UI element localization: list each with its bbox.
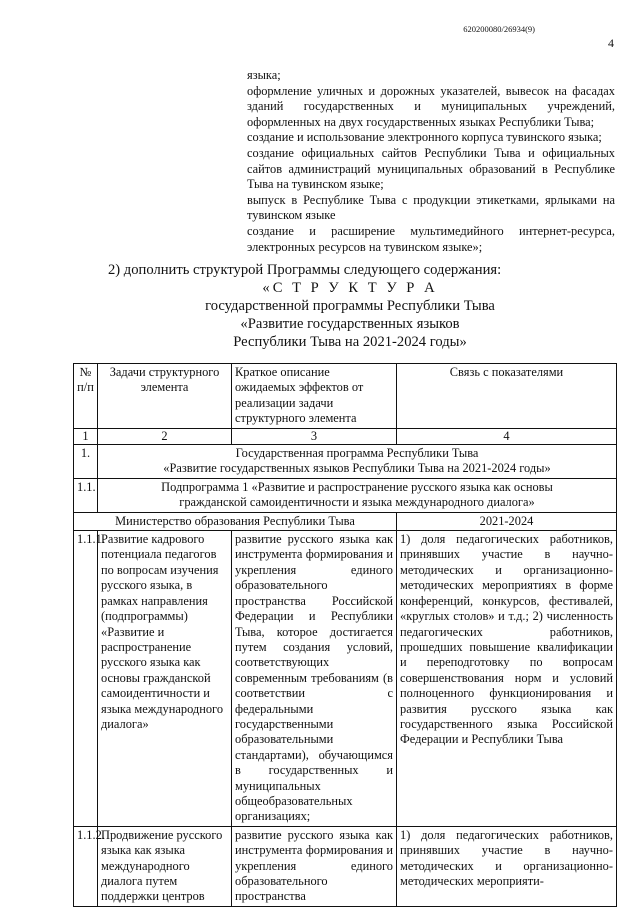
column-number: 1 (74, 428, 98, 444)
implementation-period: 2021-2024 (397, 512, 617, 530)
list-item: создание официальных сайтов Республики Тыва и официальных сайтов администраций муниципальных образований в Республике Тыва на тувинском языке; (247, 145, 615, 192)
row-number: 1.1. (74, 478, 98, 512)
effect-cell: развитие русского языка как инструмента формирования и укрепления единого образовательного пространства Российской Федерации и Республики Тыва, которое достигается путем создания условий, соответствующих современным требованиям (в соответствии с федеральными государственными образовательными стандартами), обучающимся в государственных и муниципальных общеобразовательных организациях; (232, 531, 397, 827)
indicator-link-cell: 1) доля педагогических работников, принявших участие в научно-методических и организационно-методических мероприятиях в форме конференций, конкурсов, фестивалей, «круглых столов» и т.д.; 2) численность педагогических работников, прошедших повышение квалификации и переподготовку по вопросам совершенствования норм и условий полноценного функционирования и развития русского языка как государственного языка Российской Федерации и Республики Тыва (397, 531, 617, 827)
task-cell: Продвижение русского языка как языка международного диалога путем поддержки центров (98, 826, 232, 906)
program-title-line: «Развитие государственных языков Республики Тыва на 2021-2024 годы» (163, 461, 551, 476)
heading-line: «Развитие государственных языков (240, 316, 460, 332)
list-item: создание и использование электронного корпуса тувинского языка; (247, 130, 602, 145)
responsible-ministry: Министерство образования Республики Тыва (74, 512, 397, 530)
column-number: 4 (397, 428, 617, 444)
heading-line: Республики Тыва на 2021-2024 годы» (233, 334, 467, 350)
structure-heading (140, 279, 560, 351)
program-row (74, 445, 617, 479)
list-item: выпуск в Республике Тыва с продукции этикетками, ярлыками на тувинском языке (247, 192, 615, 223)
subprogram-row (74, 478, 617, 512)
list-item: создание и расширение мультимедийного интернет-ресурса, электронных ресурсов на тувинском языке»; (247, 223, 615, 254)
program-title-line: Государственная программа Республики Тыва (235, 446, 479, 461)
column-header: Задачи структурного элемента (98, 364, 232, 429)
column-header: Краткое описание ожидаемых эффектов от реализации задачи структурного элемента (232, 364, 397, 429)
table-row (74, 826, 617, 906)
measures-list (247, 68, 615, 255)
row-number: 1. (74, 445, 98, 479)
table-header-row (74, 364, 617, 429)
program-title (98, 445, 617, 479)
row-number: 1.1.2. (74, 826, 98, 906)
row-number: 1.1.1. (74, 531, 98, 827)
list-item: языка; (247, 68, 281, 82)
structure-table (73, 363, 617, 907)
column-header: № п/п (74, 364, 98, 429)
subprogram-title (98, 478, 617, 512)
subprogram-title-line: Подпрограмма 1 «Развитие и распространение русского языка как основы (161, 479, 553, 494)
column-number: 2 (98, 428, 232, 444)
amendment-item-2: 2) дополнить структурой Программы следующего содержания: (108, 262, 502, 278)
table-row (74, 531, 617, 827)
indicator-link-cell: 1) доля педагогических работников, принявших участие в научно-методических и организационно-методических мероприяти- (397, 826, 617, 906)
subprogram-title-line: гражданской самоидентичности и языка международного диалога» (179, 495, 535, 510)
list-item: оформление уличных и дорожных указателей, вывесок на фасадах зданий государственных и муниципальных учреждений, оформленных на двух государственных языках Республики Тыва; (247, 83, 615, 129)
heading-line: «С Т Р У К Т У Р А (262, 280, 438, 296)
task-cell: Развитие кадрового потенциала педагогов по вопросам изучения русского языка, в рамках направления (подпрограммы) «Развитие и распространение русского языка как основы гражданской самоидентичности и языка международного диалога» (98, 531, 232, 827)
column-number-row (74, 428, 617, 444)
document-code: 620200080/26934(9) (463, 24, 535, 34)
page-number: 4 (608, 36, 614, 50)
ministry-row (74, 512, 617, 530)
effect-cell: развитие русского языка как инструмента формирования и укрепления единого образовательного пространства (232, 826, 397, 906)
column-number: 3 (232, 428, 397, 444)
column-header: Связь с показателями (397, 364, 617, 429)
heading-line: государственной программы Республики Тыва (205, 298, 495, 314)
